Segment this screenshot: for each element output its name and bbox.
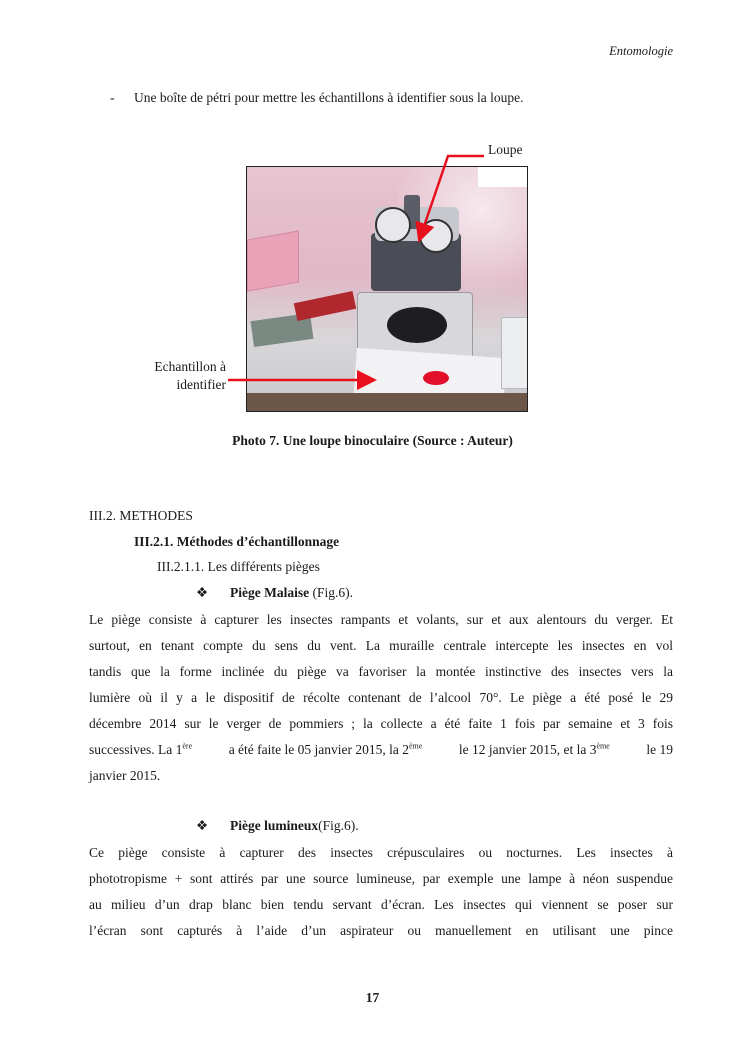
- piege-malaise-title: Piège Malaise: [230, 585, 310, 600]
- photo-eyepiece-right: [419, 219, 453, 253]
- running-header: Entomologie: [609, 44, 673, 58]
- paragraph-line: phototropisme + sont attirés par une source lumineuse, par exemple une lampe à néon suspendue: [89, 871, 673, 886]
- subheading-piege-malaise: [196, 585, 353, 601]
- figure-caption: Photo 7. Une loupe binoculaire (Source : Auteur): [232, 433, 513, 448]
- paragraph-line: Le piège consiste à capturer les insectes rampants et volants, sur et aux alentours du verger. Et: [89, 612, 673, 627]
- photo-eyepiece-left: [375, 207, 411, 243]
- paragraph-line-dates: [89, 737, 673, 763]
- paragraph-line: Ce piège consiste à capturer des insectes crépusculaires ou nocturnes. Les insectes à: [89, 845, 673, 860]
- heading-methodes: III.2. METHODES: [89, 508, 193, 523]
- paragraph-line: janvier 2015.: [89, 768, 161, 783]
- photo-ruler: [501, 317, 528, 389]
- label-echantillon-line2: identifier: [176, 377, 226, 392]
- piege-lumineux-title: Piège lumineux: [230, 818, 319, 833]
- subheading-piege-lumineux: [196, 818, 359, 834]
- piege-lumineux-ref: (Fig.6).: [318, 818, 359, 833]
- paragraph-line: lumière où il y a le dispositif de récolte contenant de l’alcool 70°. Le piège a été posé le 29: [89, 690, 673, 705]
- paragraph-line: décembre 2014 sur le verger de pommiers ; la collecte a été faite 1 fois par semaine et 3 fois: [89, 716, 673, 731]
- bullet-item: [110, 90, 524, 106]
- paragraph-line: l’écran sont capturés à l’aide d’un aspirateur ou manuellement en utilisant une pince: [89, 923, 673, 938]
- label-echantillon: [140, 358, 226, 394]
- paragraph-line: au milieu d’un drap blanc bien tendu servant d’écran. Les insectes qui viennent se poser sur: [89, 897, 673, 912]
- bullet-dash: -: [110, 90, 115, 105]
- photo-petri-dish: [423, 371, 449, 385]
- photo-microscope-stage: [387, 307, 447, 343]
- page-number: 17: [365, 990, 380, 1005]
- photo-corner-notch: [478, 166, 528, 187]
- photo-red-box: [294, 291, 356, 321]
- piege-malaise-ref: (Fig.6).: [309, 585, 353, 600]
- dates-part-c: le 12 janvier 2015, et la 3ème: [458, 741, 610, 757]
- bullet-text: Une boîte de pétri pour mettre les échantillons à identifier sous la loupe.: [134, 90, 524, 105]
- label-echantillon-line1: Echantillon à: [154, 359, 226, 374]
- paragraph-line: tandis que la forme inclinée du piège va favoriser la montée instinctive des insectes vers la: [89, 664, 673, 679]
- dates-part-b: a été faite le 05 janvier 2015, la 2ème: [228, 741, 423, 757]
- heading-echantillonnage: III.2.1. Méthodes d’échantillonnage: [134, 534, 340, 549]
- diamond-bullet-icon: ❖: [196, 818, 209, 833]
- paragraph-piege-malaise: [89, 607, 673, 789]
- heading-pieges: III.2.1.1. Les différents pièges: [157, 559, 320, 574]
- paragraph-piege-lumineux: [89, 840, 673, 944]
- photo-table-edge: [247, 393, 528, 412]
- paragraph-line: surtout, en tenant compte du sens du vent. La muraille centrale intercepte les insectes en vol: [89, 638, 673, 653]
- photo-pink-tray: [247, 230, 299, 291]
- microscope-photo: [246, 166, 528, 412]
- diamond-bullet-icon: ❖: [196, 585, 209, 600]
- dates-part-a: successives. La 1ère: [89, 741, 193, 757]
- label-loupe: Loupe: [488, 142, 523, 157]
- dates-part-d: le 19: [646, 742, 673, 757]
